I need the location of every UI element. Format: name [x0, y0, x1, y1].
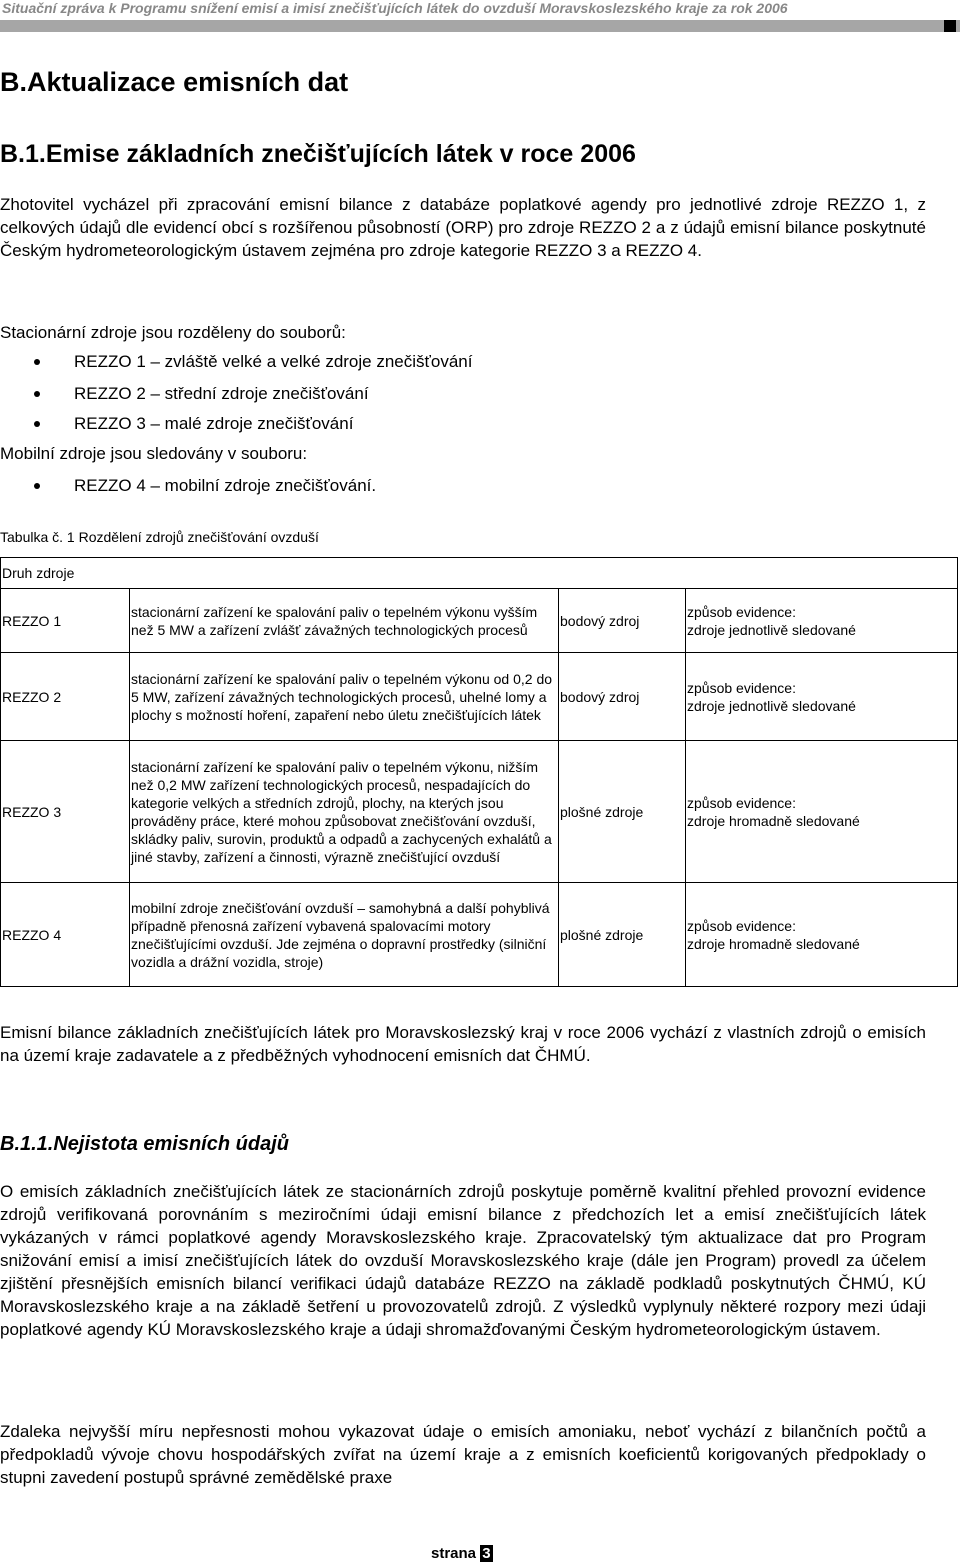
source-type: bodový zdroj	[559, 589, 686, 653]
emission-balance-paragraph: Emisní bilance základních znečišťujících látek pro Moravskoslezský kraj v roce 2006 vychází z vlastních zdrojů o emisích na území kraje zadavatele a z předběžných vyhodnocení emisních dat ČHMÚ.	[0, 1023, 926, 1065]
source-description: stacionární zařízení ke spalování paliv o tepelném výkonu vyšším než 5 MW a zařízení zvlášť závažných technologických procesů	[130, 589, 559, 653]
page-label: strana	[431, 1545, 477, 1562]
bullet-icon	[34, 421, 40, 427]
page-number: 3	[482, 1545, 491, 1562]
heading-b11: B.1.1.Nejistota emisních údajů	[0, 1133, 289, 1155]
heading-b1: B.1.Emise základních znečišťujících látek v roce 2006	[0, 140, 636, 168]
source-name: REZZO 1	[1, 589, 130, 653]
table-header-row	[1, 558, 958, 589]
stationary-intro: Stacionární zdroje jsou rozděleny do souborů:	[0, 323, 346, 342]
source-description: stacionární zařízení ke spalování paliv o tepelném výkonu, nižším než 0,2 MW zařízení technologických procesů, nespadajících do kategorie velkých a středních zdrojů, plochy, na kterých jsou prováděny práce, které mohou způsobovat znečišťování ovzduší, skládky paliv, surovin, produktů a odpadů a zachycených exhalátů a jiné stavby, zařízení a činnosti, výrazně znečišťující ovzduší	[130, 741, 559, 883]
sources-table	[0, 557, 958, 987]
source-name: REZZO 4	[1, 883, 130, 987]
heading-b: B.Aktualizace emisních dat	[0, 67, 349, 97]
source-name: REZZO 2	[1, 653, 130, 741]
source-type: bodový zdroj	[559, 653, 686, 741]
page-footer	[431, 1545, 493, 1562]
header-marker	[944, 20, 956, 32]
bullet-icon	[34, 391, 40, 397]
source-evidence: způsob evidence: zdroje jednotlivě sledované	[686, 653, 958, 741]
source-type: plošné zdroje	[559, 883, 686, 987]
source-name: REZZO 3	[1, 741, 130, 883]
running-header	[0, 0, 960, 20]
table-row	[1, 589, 958, 653]
bullet-icon	[34, 359, 40, 365]
table-row	[1, 883, 958, 987]
source-type: plošné zdroje	[559, 741, 686, 883]
source-evidence: způsob evidence: zdroje hromadně sledované	[686, 883, 958, 987]
source-description: stacionární zařízení ke spalování paliv o tepelném výkonu od 0,2 do 5 MW, zařízení závažných technologických procesů, uhelné lomy a plochy s možností hoření, zapaření nebo úletu znečišťujících látek	[130, 653, 559, 741]
source-evidence: způsob evidence: zdroje jednotlivě sledované	[686, 589, 958, 653]
table-header: Druh zdroje	[1, 558, 958, 589]
ammonia-paragraph: Zdaleka nejvyšší míru nepřesnosti mohou vykazovat údaje o emisích amoniaku, neboť vychází z bilančních počtů a předpokladů vývoje chovu hospodářských zvířat na území kraje a z emisních koeficientů korigovaných předpoklady o stupni zavedení postupů správné zemědělské praxe	[0, 1422, 926, 1487]
table-row	[1, 741, 958, 883]
header-rule	[0, 20, 960, 32]
source-evidence: způsob evidence: zdroje hromadně sledované	[686, 741, 958, 883]
intro-paragraph: Zhotovitel vycházel při zpracování emisní bilance z databáze poplatkové agendy pro jednotlivé zdroje REZZO 1, z celkových údajů dle evidencí obcí s rozšířenou působností (ORP) pro zdroje REZZO 2 a z údajů emisní bilance poskytnuté Českým hydrometeorologickým ústavem zejména pro zdroje kategorie REZZO 3 a REZZO 4.	[0, 195, 926, 260]
mobile-intro: Mobilní zdroje jsou sledovány v souboru:	[0, 444, 308, 463]
uncertainty-paragraph: O emisích základních znečišťujících látek ze stacionárních zdrojů poskytuje poměrně kvalitní přehled provozní evidence zdrojů verifikovaná porovnáním s meziročními údaji emisní bilance z předchozích let a emisí znečišťujících látek vykázaných v rámci poplatkové agendy Moravskoslezského kraje. Zpracovatelský tým aktualizace dat pro Program snižování emisí a imisí znečišťujících látek do ovzduší Moravskoslezského kraje (dále jen Program) provedl za účelem zjištění přesnějších emisních bilancí verifikaci údajů databáze REZZO na základě podkladů poskytnutých ČHMÚ, KÚ Moravskoslezského kraje a na základě šetření u provozovatelů zdrojů. Z výsledků vyplynuly některé rozpory mezi údaji poplatkové agendy KÚ Moravskoslezského kraje a údaji shromažďovanými Českým hydrometeorologickým ústavem.	[0, 1182, 926, 1339]
bullet-icon	[34, 483, 40, 489]
running-header-text: Situační zpráva k Programu snížení emisí a imisí znečišťujících látek do ovzduší Moravskoslezského kraje za rok 2006	[2, 0, 788, 16]
table-caption: Tabulka č. 1 Rozdělení zdrojů znečišťování ovzduší	[0, 529, 319, 545]
table-row	[1, 653, 958, 741]
source-description: mobilní zdroje znečišťování ovzduší – samohybná a další pohyblivá případně přenosná zařízení vybavená spalovacími motory znečišťujícími ovzduší. Jde zejména o dopravní prostředky (silniční vozidla a drážní vozidla, stroje)	[130, 883, 559, 987]
